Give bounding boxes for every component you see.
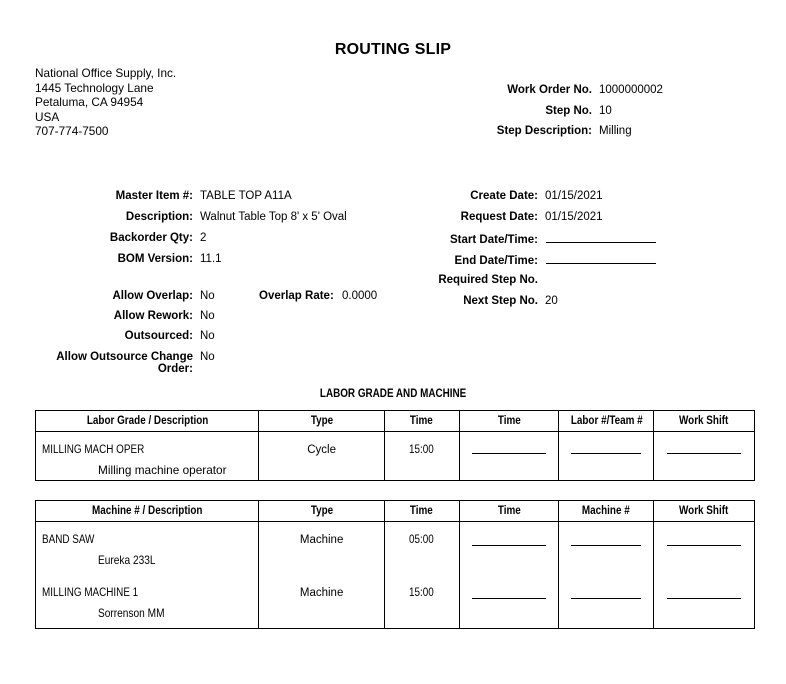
allow-outsource-change-order-label: Allow Outsource Change Order: (56, 350, 193, 375)
labor-row-1-time-blank-cell (460, 432, 559, 480)
work-order-label: Work Order No. (507, 84, 592, 96)
labor-time-value: 15:00 (409, 444, 435, 456)
backorder-qty-row (35, 232, 347, 253)
backorder-qty-value: 2 (200, 232, 207, 244)
machine-code: BAND SAW (42, 534, 95, 546)
column-header-text: Labor #/Team # (570, 415, 643, 427)
labor-row-1-time-cell (385, 432, 459, 480)
machine-type-value: Machine (299, 587, 344, 599)
item-description-value: Walnut Table Top 8' x 5' Oval (200, 211, 347, 223)
step-description-row (420, 125, 663, 146)
labor-table-header-row (36, 411, 754, 432)
machine-row-2-work-shift-blank-cell (654, 575, 754, 628)
labor-header-work-shift (654, 411, 754, 431)
time-blank-line (472, 444, 546, 454)
column-header-text: Labor Grade / Description (86, 415, 208, 427)
labor-col-labor-team (559, 432, 654, 480)
master-item-value: TABLE TOP A11A (200, 190, 292, 202)
labor-header-grade-description (36, 411, 259, 431)
machine-number-blank-line (571, 534, 641, 546)
next-step-label: Next Step No. (463, 295, 538, 307)
labor-col-time-1 (385, 432, 460, 480)
machine-header-machine-number (559, 501, 654, 521)
machine-header-number-description (36, 501, 259, 521)
labor-grade-table (35, 410, 755, 481)
machine-row-2-name-cell (36, 575, 258, 628)
column-header-text: Work Shift (679, 505, 729, 517)
allow-overlap-row (35, 290, 378, 310)
order-info-block (420, 84, 663, 146)
labor-col-type (259, 432, 385, 480)
next-step-value: 20 (545, 295, 558, 307)
machine-time-value: 15:00 (409, 587, 435, 599)
machine-time-value: 05:00 (409, 534, 435, 546)
work-shift-blank-line (667, 444, 742, 454)
machine-header-work-shift (654, 501, 754, 521)
machine-row-1-work-shift-blank-cell (654, 522, 754, 575)
labor-type-value: Cycle (307, 444, 336, 456)
master-item-row (35, 190, 347, 211)
machine-row-2-time-blank-cell (460, 575, 559, 628)
machine-col-time-2 (460, 522, 560, 628)
backorder-qty-label: Backorder Qty: (109, 232, 193, 244)
item-details-block (35, 190, 347, 274)
labor-row-1-name-cell (36, 432, 258, 480)
machine-row-2-time-cell (385, 575, 459, 628)
outsourced-row (35, 330, 215, 350)
allow-rework-label: Allow Rework: (113, 310, 193, 323)
section-title (0, 388, 786, 400)
machine-header-time-2 (460, 501, 560, 521)
request-date-value: 01/15/2021 (545, 211, 603, 223)
work-shift-blank-line (667, 534, 742, 546)
labor-header-type (259, 411, 385, 431)
allow-rework-value: No (200, 310, 215, 323)
company-phone: 707-774-7500 (35, 124, 109, 139)
overlap-rate-value: 0.0000 (341, 290, 378, 302)
machine-col-machine-number (559, 522, 654, 628)
step-no-value: 10 (599, 104, 612, 117)
required-step-row (420, 274, 656, 295)
machine-row-1-type-cell (259, 522, 384, 575)
allow-overlap-label: Allow Overlap: (112, 290, 193, 302)
allow-overlap-value: No (200, 290, 215, 302)
bom-version-label: BOM Version: (117, 253, 193, 265)
document-title: ROUTING SLIP (334, 41, 452, 58)
overlap-rate-label: Overlap Rate: (259, 290, 334, 302)
column-header-text: Machine # (582, 505, 631, 517)
time-blank-line (472, 587, 546, 599)
labor-header-labor-team (559, 411, 654, 431)
allow-outsource-change-order-row (35, 350, 215, 375)
labor-header-time-2 (460, 411, 560, 431)
column-header-text: Machine # / Description (91, 505, 203, 517)
labor-row-1-labor-number-blank-cell (559, 432, 653, 480)
company-block (35, 66, 176, 139)
end-datetime-blank-line (546, 253, 656, 264)
create-date-label: Create Date: (470, 190, 538, 202)
outsourced-value: No (200, 330, 215, 343)
schedule-block (420, 190, 656, 316)
allow-rework-row (35, 310, 215, 330)
labor-grade-code: MILLING MACH OPER (42, 444, 145, 456)
bom-version-row (35, 253, 347, 274)
start-datetime-label: Start Date/Time: (450, 234, 538, 246)
machine-row-2-type-cell (259, 575, 384, 628)
column-header-text: Time (410, 415, 434, 427)
machine-col-time-1 (385, 522, 460, 628)
labor-col-time-2 (460, 432, 560, 480)
company-city: Petaluma, CA 94954 (35, 95, 144, 110)
step-description-label: Step Description: (496, 125, 592, 138)
request-date-row (420, 211, 656, 232)
machine-table (35, 500, 755, 629)
labor-row-1-work-shift-blank-cell (654, 432, 754, 480)
machine-table-body (36, 522, 754, 628)
machine-row-1-name-cell (36, 522, 258, 575)
create-date-row (420, 190, 656, 211)
machine-header-time-1 (385, 501, 460, 521)
machine-code: MILLING MACHINE 1 (42, 587, 139, 599)
required-step-label: Required Step No. (438, 274, 538, 286)
column-header-text: Type (310, 505, 333, 517)
overlap-rate-group (259, 290, 377, 302)
labor-col-work-shift (654, 432, 754, 480)
machine-type-value: Machine (299, 534, 344, 546)
step-description-value: Milling (599, 125, 632, 138)
work-order-value: 1000000002 (599, 84, 663, 96)
create-date-value: 01/15/2021 (545, 190, 603, 202)
end-datetime-row (420, 253, 656, 274)
time-blank-line (472, 534, 546, 546)
work-shift-blank-line (667, 587, 742, 599)
column-header-text: Time (410, 505, 434, 517)
item-description-label: Description: (125, 211, 193, 223)
company-name: National Office Supply, Inc. (35, 66, 177, 80)
flags-block (35, 290, 378, 375)
request-date-label: Request Date: (460, 211, 538, 223)
start-datetime-row (420, 232, 656, 253)
labor-row-1-type-cell (259, 432, 384, 480)
next-step-row (420, 295, 656, 316)
machine-col-work-shift (654, 522, 754, 628)
labor-header-time-1 (385, 411, 460, 431)
column-header-text: Type (310, 415, 333, 427)
labor-grade-description: Milling machine operator (98, 463, 227, 477)
labor-col-grade-description (36, 432, 259, 480)
labor-table-body (36, 432, 754, 480)
machine-row-2-machine-number-blank-cell (559, 575, 653, 628)
bom-version-value: 11.1 (200, 253, 222, 265)
machine-col-number-description (36, 522, 259, 628)
column-header-text: Time (497, 415, 521, 427)
machine-header-type (259, 501, 385, 521)
labor-number-blank-line (571, 444, 641, 454)
work-order-row (420, 84, 663, 105)
allow-outsource-change-order-value: No (200, 350, 215, 363)
step-no-row (420, 105, 663, 126)
start-datetime-blank-line (546, 232, 656, 243)
machine-row-1-machine-number-blank-cell (559, 522, 653, 575)
company-address: 1445 Technology Lane (35, 80, 154, 95)
section-title-text: LABOR GRADE AND MACHINE (319, 388, 467, 400)
machine-row-1-time-blank-cell (460, 522, 559, 575)
machine-table-header-row (36, 501, 754, 522)
column-header-text: Time (497, 505, 521, 517)
item-description-row (35, 211, 347, 232)
outsourced-label: Outsourced: (124, 330, 193, 343)
column-header-text: Work Shift (679, 415, 729, 427)
machine-description: Sorrenson MM (98, 606, 165, 620)
master-item-label: Master Item #: (115, 190, 193, 202)
machine-number-blank-line (571, 587, 641, 599)
machine-row-1-time-cell (385, 522, 459, 575)
company-country: USA (35, 109, 60, 124)
step-no-label: Step No. (545, 104, 592, 117)
machine-col-type (259, 522, 385, 628)
machine-description: Eureka 233L (98, 553, 156, 567)
end-datetime-label: End Date/Time: (454, 255, 538, 267)
